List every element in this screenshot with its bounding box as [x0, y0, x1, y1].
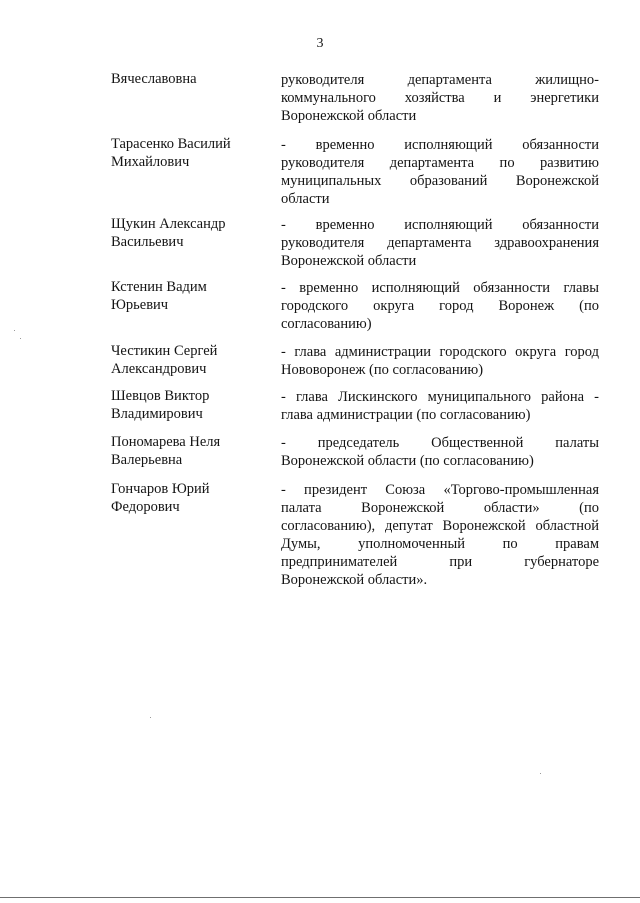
member-position: [281, 216, 599, 270]
position-line: руководителя департамента по развитию: [281, 155, 599, 171]
position-line: области: [281, 191, 330, 207]
position-line: руководителя департамента жилищно-: [281, 72, 599, 88]
position-line: Воронежской области: [281, 253, 417, 269]
position-line: - глава администрации городского округа город: [281, 344, 599, 360]
position-line: глава администрации (по согласованию): [281, 407, 531, 423]
position-line: Воронежской области».: [281, 572, 428, 588]
position-line: - временно исполняющий обязанности: [281, 217, 599, 233]
member-position: [281, 434, 599, 470]
member-name: Вячеславовна: [111, 71, 197, 87]
member-position: [281, 136, 599, 208]
position-line: - президент Союза «Торгово-промышленная: [281, 482, 599, 498]
member-name: Гончаров Юрий Федорович: [111, 481, 210, 515]
member-name: Кстенин Вадим Юрьевич: [111, 279, 207, 313]
member-name: Щукин Александр Васильевич: [111, 216, 226, 250]
member-name: Пономарева Неля Валерьевна: [111, 434, 221, 468]
position-line: согласованию), депутат Воронежской областной: [281, 518, 599, 534]
position-line: коммунального хозяйства и энергетики: [281, 90, 599, 106]
member-position: [281, 343, 599, 379]
position-line: согласованию): [281, 316, 372, 332]
position-line: - председатель Общественной палаты: [281, 435, 599, 451]
scan-speck: [14, 330, 15, 331]
scan-speck: [150, 717, 151, 718]
member-name: Тарасенко Василий Михайлович: [111, 136, 231, 170]
member-name: Честикин Сергей Александрович: [111, 343, 218, 377]
member-name: Шевцов Виктор Владимирович: [111, 388, 210, 422]
position-line: палата Воронежской области» (по: [281, 500, 599, 516]
member-position: [281, 388, 599, 424]
position-line: - временно исполняющий обязанности: [281, 137, 599, 153]
scan-speck: [540, 773, 541, 774]
position-line: Думы, уполномоченный по правам: [281, 536, 599, 552]
scan-edge-line: [0, 897, 640, 898]
scan-speck: [20, 338, 21, 339]
member-position: [281, 279, 599, 333]
position-line: - глава Лискинского муниципального района -: [281, 389, 599, 405]
member-position: [281, 481, 599, 589]
position-line: Нововоронеж (по согласованию): [281, 362, 484, 378]
member-position: [281, 71, 599, 125]
position-line: Воронежской области: [281, 108, 417, 124]
position-line: муниципальных образований Воронежской: [281, 173, 599, 189]
position-line: Воронежской области (по согласованию): [281, 453, 534, 469]
position-line: руководителя департамента здравоохранения: [281, 235, 599, 251]
position-line: городского округа город Воронеж (по: [281, 298, 599, 314]
position-line: предпринимателей при губернаторе: [281, 554, 599, 570]
page-number: 3: [316, 36, 324, 51]
position-line: - временно исполняющий обязанности главы: [281, 280, 599, 296]
